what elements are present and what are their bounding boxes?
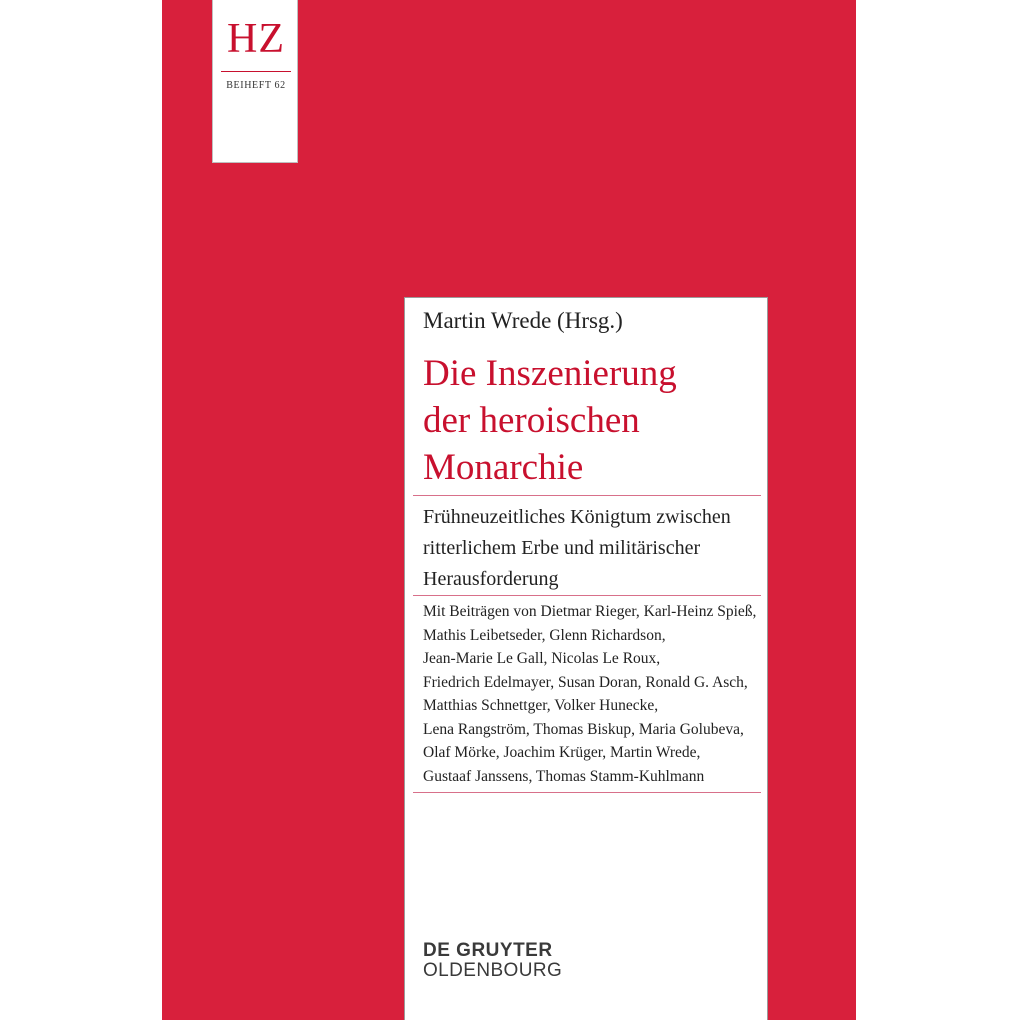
contributor-line: Mit Beiträgen von Dietmar Rieger, Karl-Heinz Spieß, — [423, 603, 757, 620]
contributor-line: Lena Rangström, Thomas Biskup, Maria Golubeva, — [423, 720, 744, 738]
series-tab — [212, 0, 298, 163]
book-subtitle — [423, 502, 763, 595]
editor-name: Martin Wrede (Hrsg.) — [423, 308, 623, 333]
publisher-name: DE GRUYTER — [423, 940, 553, 961]
contributor-line: Mathis Leibetseder, Glenn Richardson, — [423, 626, 666, 644]
subtitle-line: Herausforderung — [423, 568, 559, 590]
title-line: Monarchie — [423, 447, 584, 488]
contributor-list — [423, 600, 767, 788]
contributor-line: Olaf Mörke, Joachim Krüger, Martin Wrede, — [423, 744, 701, 761]
book-title — [423, 350, 753, 491]
contributor-line: Gustaaf Janssens, Thomas Stamm-Kuhlmann — [423, 767, 705, 785]
publisher-logo — [423, 941, 562, 981]
publisher-imprint: OLDENBOURG — [423, 960, 563, 981]
series-volume: BEIHEFT 62 — [226, 80, 286, 91]
divider-contributors — [413, 792, 761, 793]
contributor-line: Friedrich Edelmayer, Susan Doran, Ronald G. Asch, — [423, 673, 748, 691]
series-logo: HZ — [227, 16, 285, 62]
contributor-line: Matthias Schnettger, Volker Hunecke, — [423, 697, 659, 714]
title-panel — [404, 297, 768, 1020]
contributor-line: Jean-Marie Le Gall, Nicolas Le Roux, — [423, 650, 661, 667]
divider-title — [413, 495, 761, 496]
divider-subtitle — [413, 595, 761, 596]
series-divider — [221, 71, 291, 72]
subtitle-line: Frühneuzeitliches Königtum zwischen — [423, 506, 731, 528]
title-line: der heroischen — [423, 400, 640, 441]
title-line: Die Inszenierung — [423, 353, 677, 394]
subtitle-line: ritterlichem Erbe und militärischer — [423, 537, 701, 559]
